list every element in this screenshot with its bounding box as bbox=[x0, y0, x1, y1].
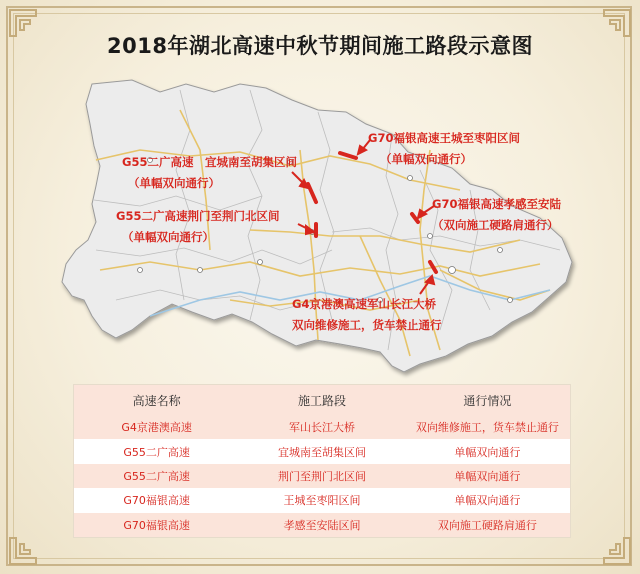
callout-line-1: G70福银高速孝感至安陆 bbox=[432, 197, 561, 211]
callout-line-1: G55二广高速荆门至荆门北区间 bbox=[116, 209, 280, 223]
cell-highway: G70福银高速 bbox=[123, 518, 190, 532]
cell-status: 双向施工硬路肩通行 bbox=[437, 518, 537, 532]
callout-line-2: （单幅双向通行） bbox=[122, 230, 214, 244]
callout-line-1: G55二广高速 宜城南至胡集区间 bbox=[122, 155, 297, 169]
cell-section: 荆门至荆门北区间 bbox=[277, 469, 366, 483]
cell-status: 双向维修施工，货车禁止通行 bbox=[415, 421, 559, 435]
table-row bbox=[74, 464, 570, 488]
callout-line-1: G4京港澳高速军山长江大桥 bbox=[292, 297, 436, 311]
table-row bbox=[74, 513, 570, 537]
callout-line-2: 双向维修施工，货车禁止通行 bbox=[292, 318, 442, 332]
page-title: 2018年湖北高速中秋节期间施工路段示意图 bbox=[107, 34, 533, 58]
cell-status: 单幅双向通行 bbox=[454, 469, 521, 483]
callout-line-2: （单幅双向通行） bbox=[380, 152, 472, 166]
cell-highway: G70福银高速 bbox=[123, 494, 190, 508]
callout-g55-jingmen bbox=[116, 206, 279, 248]
header-construction-section: 施工路段 bbox=[297, 393, 346, 408]
cell-highway: G55二广高速 bbox=[123, 469, 190, 483]
table-row bbox=[74, 439, 570, 463]
cell-status: 单幅双向通行 bbox=[454, 445, 521, 459]
table-header-row bbox=[74, 385, 570, 415]
cell-section: 军山长江大桥 bbox=[288, 421, 355, 435]
cell-section: 孝感至安陆区间 bbox=[283, 518, 361, 532]
cell-section: 王城至枣阳区间 bbox=[283, 494, 361, 508]
callout-g4-junshan bbox=[292, 294, 442, 336]
callout-g70-xiaogan bbox=[432, 194, 561, 236]
construction-table bbox=[73, 384, 571, 538]
header-traffic-status: 通行情况 bbox=[463, 393, 512, 408]
callout-line-2: （单幅双向通行） bbox=[128, 176, 220, 190]
table-row bbox=[74, 415, 570, 439]
cell-section: 宜城南至胡集区间 bbox=[277, 445, 366, 459]
header-highway-name: 高速名称 bbox=[132, 393, 181, 408]
cell-highway: G55二广高速 bbox=[123, 445, 190, 459]
cell-highway: G4京港澳高速 bbox=[121, 421, 192, 435]
cell-status: 单幅双向通行 bbox=[454, 494, 521, 508]
callout-g55-yicheng bbox=[122, 152, 297, 194]
callout-line-2: （双向施工硬路肩通行） bbox=[432, 218, 559, 232]
callout-line-1: G70福银高速王城至枣阳区间 bbox=[368, 131, 520, 145]
callout-g70-wangcheng bbox=[368, 128, 520, 170]
table-row bbox=[74, 488, 570, 512]
